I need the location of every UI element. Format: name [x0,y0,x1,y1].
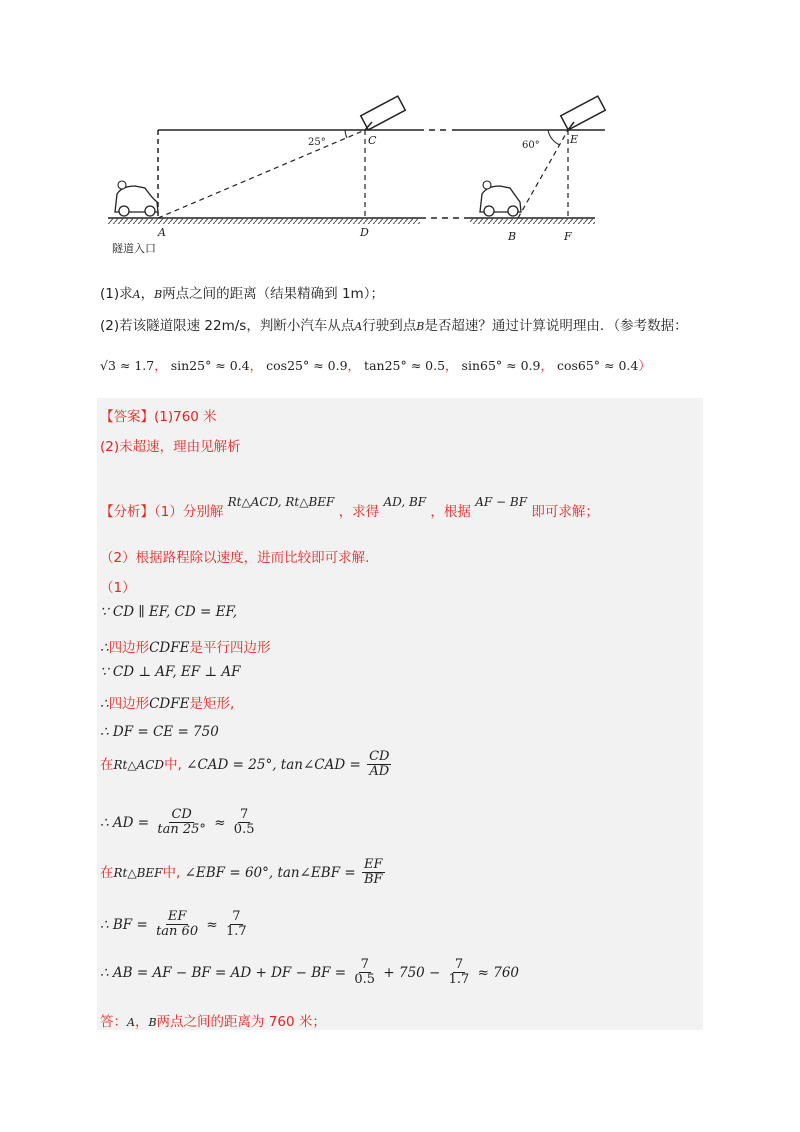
point-label-B: B [508,230,517,243]
solution-line-3: ∵ CD ⊥ AF, EF ⊥ AF [100,664,241,680]
car-icon [115,181,158,216]
analysis-line-3: （1） [100,580,136,596]
solution-line-10: ∴ AB = AF − BF = AD + DF − BF = $\frac{7}{0.5}$ + 750 − $\frac{7}{1.7}$ ≈ 760 [100,957,520,988]
tunnel-figure [100,90,610,260]
question-1: (1)求A，B两点之间的距离（结果精确到 1m）； [100,286,384,302]
angle-label-60: 60° [522,140,540,151]
solution-line-2: ∴四边形CDFE是平行四边形 [100,640,271,656]
camera-icon [561,96,606,130]
question-2: (2)若该隧道限速 22m/s，判断小汽车从点A行驶到点B是否超速？通过计算说明理由．（参考数据： [100,318,688,334]
analysis-line-2: （2）根据路程除以速度，进而比较即可求解． [100,550,379,566]
solution-line-6: 在Rt△ACD中, ∠CAD = 25°, tan∠CAD = $\frac{CD}{AD}$ [100,749,390,780]
solution-line-5: ∴ DF = CE = 750 [100,724,219,740]
solution-line-9: ∴ BF = $\frac{EF}{\tan 60}$ ≈ $\frac{7}{1.7}$ [100,909,247,940]
final-answer: 答：A，B两点之间的距离为 760 米； [100,1014,326,1030]
solution-line-4: ∴四边形CDFE是矩形, [100,696,235,712]
point-label-C: C [368,134,377,147]
solution-line-7: ∴ AD = $\frac{CD}{\tan 25^\circ}$ ≈ $\frac{7}{0.5}$ [100,807,255,838]
solution-line-8: 在Rt△BEF中, ∠EBF = 60°, tan∠EBF = $\frac{EF}{BF}$ [100,857,383,888]
point-label-F: F [564,230,572,243]
point-label-A: A [158,226,166,239]
solution-line-1: ∵ CD ∥ EF, CD = EF, [100,604,238,620]
reference-data: √3 ≈ 1.7， sin25° ≈ 0.4， cos25° ≈ 0.9， tan25° ≈ 0.5， sin65° ≈ 0.9， cos65° ≈ 0.4） [100,358,651,373]
point-label-D: D [360,226,369,239]
analysis-line-1: 【分析】（1）分别解 Rt△ACD, Rt△BEF ，求得 AD, BF ，根据 AF − BF 即可求解； [100,495,599,520]
angle-label-25: 25° [308,137,326,148]
car-icon [480,181,521,216]
camera-icon [361,96,406,130]
tunnel-entrance-label: 隧道入口 [112,242,156,255]
point-label-E: E [570,133,579,146]
answer-line-2: (2)未超速，理由见解析 [100,439,241,455]
answer-line-1: 【答案】(1)760 米 [100,409,217,425]
